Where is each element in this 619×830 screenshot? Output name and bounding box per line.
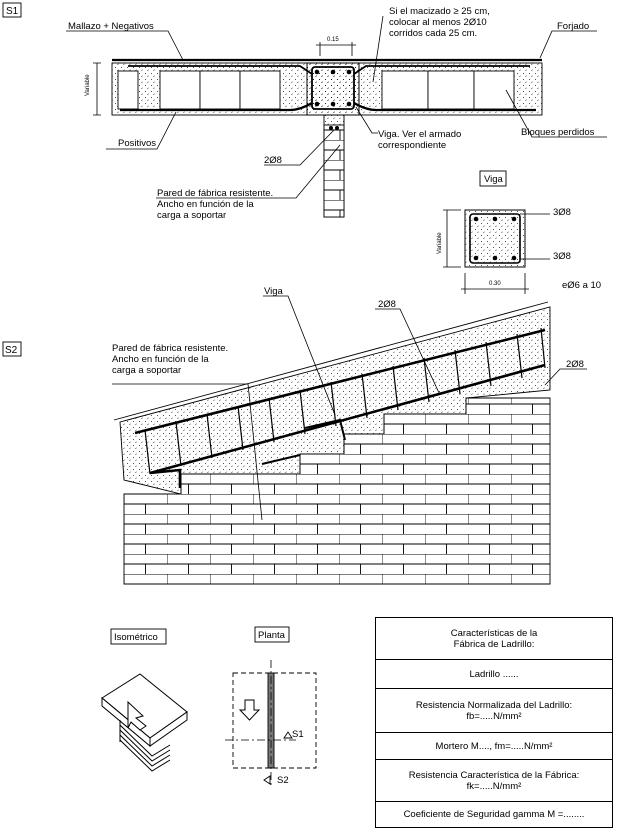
viga-title: Viga bbox=[484, 174, 503, 185]
section-s2 bbox=[3, 286, 587, 584]
macizado-note: Si el macizado ≥ 25 cm, colocar al menos 2Ø10 corridos cada 25 cm. bbox=[389, 6, 490, 39]
dim-015-label: 0.15 bbox=[327, 37, 339, 43]
s2-marker-icon bbox=[264, 776, 270, 784]
planta-label: Planta bbox=[258, 630, 285, 641]
leader-forjado bbox=[540, 31, 597, 58]
planta-s1: S1 bbox=[292, 729, 304, 740]
iso-label: Isométrico bbox=[114, 632, 158, 643]
table-row-ladrillo: Ladrillo ...... bbox=[376, 660, 612, 689]
table-row-gamma: Coeficiente de Seguridad gamma M =........ bbox=[403, 809, 585, 820]
viga-top-bars: 3Ø8 bbox=[553, 207, 571, 218]
dim-variable bbox=[93, 63, 101, 115]
s2-viga-label: Viga bbox=[264, 286, 283, 297]
s2-2o8-a: 2Ø8 bbox=[378, 299, 396, 310]
planta-dashed-frame bbox=[233, 673, 316, 768]
s2-2o8-b: 2Ø8 bbox=[566, 359, 584, 370]
dim-015 bbox=[316, 42, 356, 56]
s2-pared-note: Pared de fábrica resistente. Ancho en función de la carga a soportar bbox=[112, 343, 229, 376]
forjado-label: Forjado bbox=[557, 21, 590, 32]
planta-arrow-icon bbox=[240, 700, 259, 720]
isometric-view bbox=[102, 629, 187, 771]
s1-2o8-label: 2Ø8 bbox=[264, 155, 282, 166]
s1-pared-note: Pared de fábrica resistente. Ancho en función de la carga a soportar bbox=[157, 188, 274, 221]
viga-width: 0.30 bbox=[489, 281, 501, 287]
variable-label: Variable bbox=[85, 74, 91, 96]
positivos-label: Positivos bbox=[118, 138, 157, 149]
brick-properties-table bbox=[375, 617, 613, 828]
table-row-fb: Resistencia Normalizada del Ladrillo: fb=.....N/mm² bbox=[376, 689, 612, 733]
beam-detail bbox=[437, 171, 601, 294]
hollow-blocks-right bbox=[382, 71, 514, 109]
planta-s2: S2 bbox=[277, 775, 289, 786]
viga-variable: Variable bbox=[437, 232, 443, 254]
table-row-fk: Resistencia Característica de la Fábrica: fk=.....N/mm² bbox=[376, 760, 612, 802]
viga-bottom-bars: 3Ø8 bbox=[553, 251, 571, 262]
table-row-mortero: Mortero M...., fm=.....N/mm² bbox=[376, 733, 612, 760]
viga-stirrups: eØ6 a 10 bbox=[562, 280, 602, 291]
section-s1 bbox=[3, 3, 607, 221]
s2-tag: S2 bbox=[5, 345, 18, 356]
s1-tag: S1 bbox=[6, 6, 19, 17]
bloques-label: Bloques perdidos bbox=[521, 127, 595, 138]
table-row-title: Características de la Fábrica de Ladrillo: bbox=[376, 618, 612, 660]
leader-mallazo bbox=[66, 31, 183, 60]
s1-marker-icon bbox=[284, 732, 292, 738]
plan-view bbox=[225, 627, 316, 786]
viga-note: Viga. Ver el armado correspondiente bbox=[378, 129, 462, 151]
mallazo-label: Mallazo + Negativos bbox=[68, 21, 154, 32]
